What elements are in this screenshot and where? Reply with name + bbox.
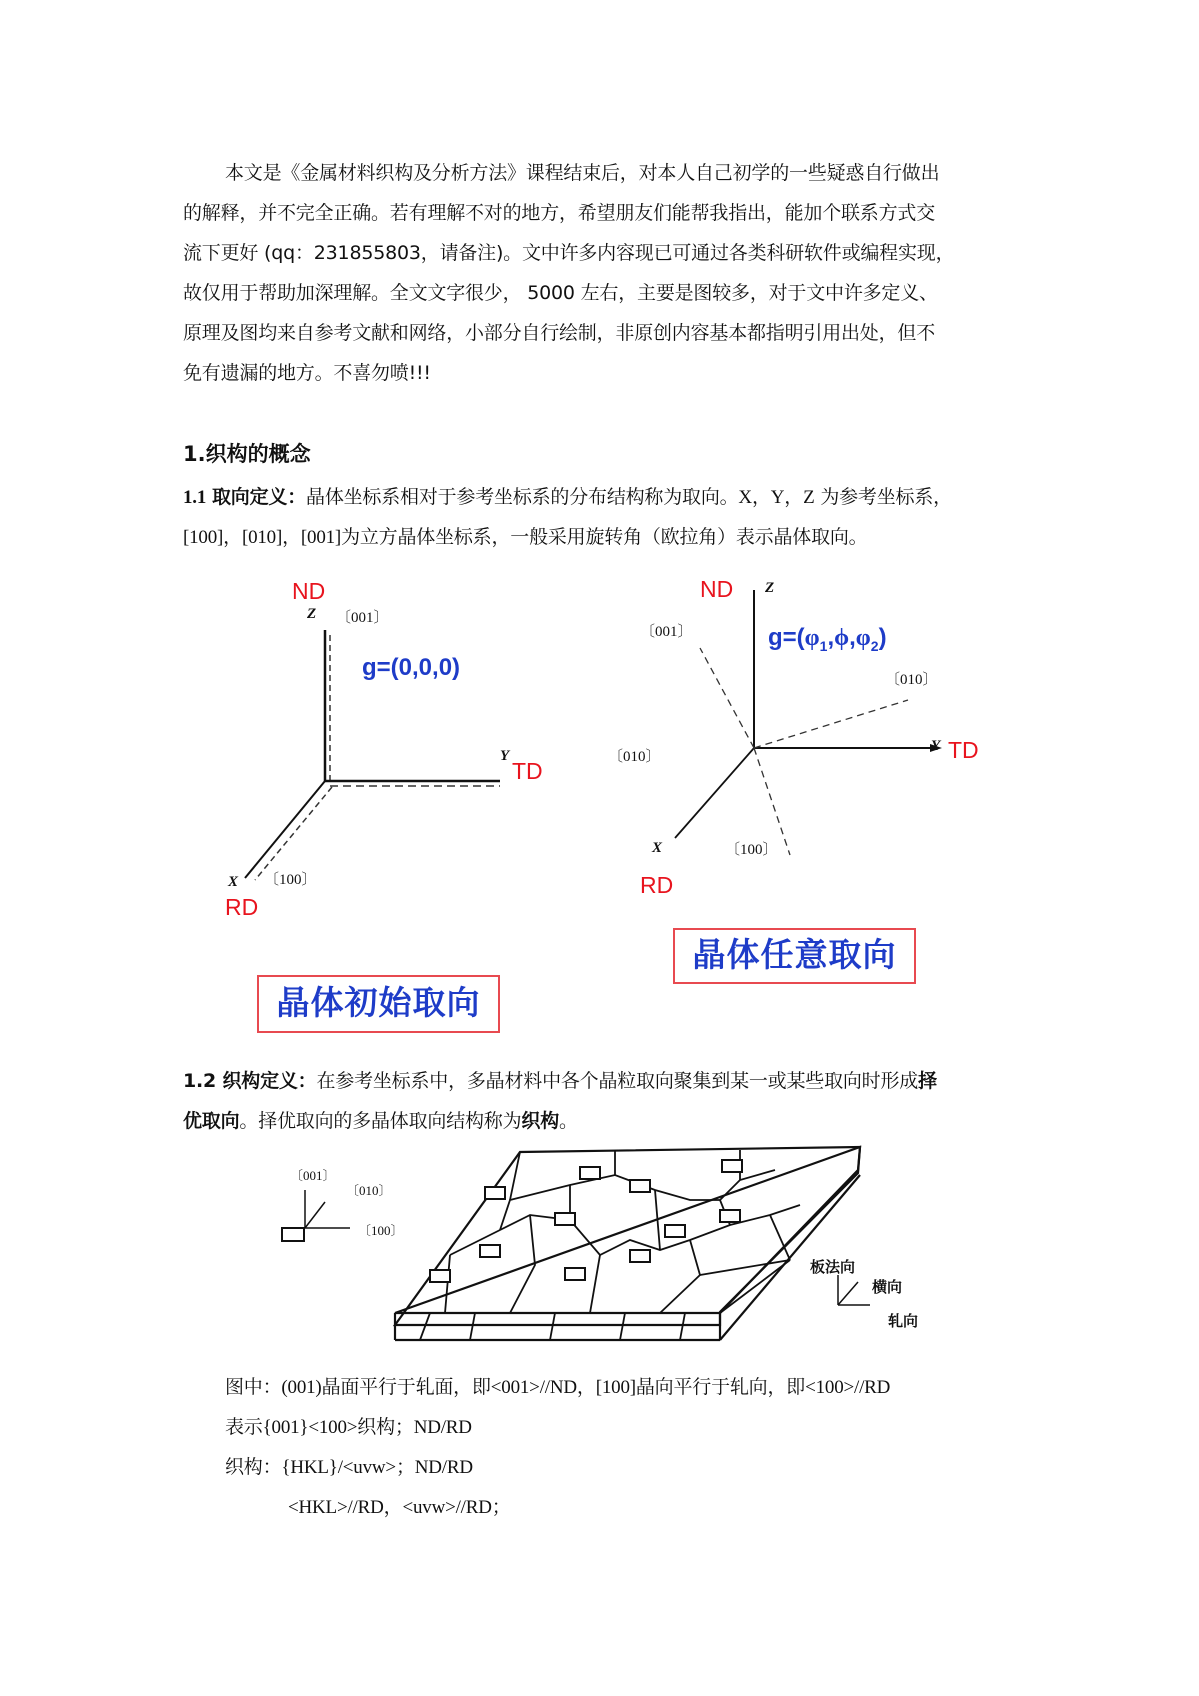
dir-100-label: 〔100〕 (264, 872, 317, 888)
grain-cubes (430, 1160, 742, 1282)
intro-line-3: 流下更好 (qq：231855803，请备注)。文中许多内容现已可通过各类科研软件或编程实现， (183, 242, 955, 264)
x-axis-line (675, 748, 754, 838)
note-line-2 (225, 1412, 472, 1439)
hkl-rd: <HKL>//RD (288, 1497, 384, 1518)
phi2-subscript: 2 (870, 637, 879, 654)
dir-001-label: 〔001〕 (640, 624, 693, 640)
note-text-4: 织构； (357, 1416, 414, 1438)
intro-line-1: 本文是《金属材料织构及分析方法》课程结束后，对本人自己初学的一些疑惑自行做出 (225, 162, 940, 184)
orientation-definition-line-1 (183, 482, 952, 509)
crystal-axes: [100]，[010]，[001] (183, 527, 342, 548)
term-texture: 1.2 织构定义： (183, 1070, 317, 1092)
transverse-label: 横向 (872, 1278, 903, 1296)
texture-definition-text: 在参考坐标系中，多晶材料中各个晶粒取向聚集到某一或某些取向时形成 (316, 1070, 919, 1092)
td-label: TD (512, 758, 543, 784)
euler-angles-label (768, 624, 887, 654)
g-prefix: g=( (768, 624, 805, 651)
texture-hkl-uvw: {HKL}/<uvw> (281, 1457, 396, 1478)
texture-bold: 织构 (521, 1110, 560, 1132)
preferred-orientation-bold-2: 优取向 (183, 1110, 240, 1132)
direction-100: [100] (595, 1377, 636, 1398)
intro-line-5: 原理及图均来自参考文献和网络，小部分自行绘制，非原创内容基本都指明引用出处，但不 (183, 322, 936, 344)
texture-001-100: {001}<100> (262, 1417, 358, 1438)
x-label: X (652, 840, 663, 856)
definition-text-2: 为参考坐标系， (820, 486, 952, 508)
section-number: 1.1 (183, 487, 207, 508)
note-line-3 (225, 1452, 473, 1479)
dir-010-label-a: 〔010〕 (885, 672, 938, 688)
ref-dir-100: 〔100〕 (358, 1223, 404, 1238)
separator-1: , (827, 624, 835, 651)
nd-label: ND (292, 578, 326, 604)
polycrystal-plate-diagram (270, 1145, 930, 1345)
plane-001: (001) (281, 1377, 322, 1398)
nd-rd-2: ND/RD (414, 1457, 473, 1478)
note-comma-2: ， (383, 1496, 403, 1518)
intro-line-6: 免有遗漏的地方。不喜勿喷!!! (183, 362, 431, 384)
intro-line-2: 的解释，并不完全正确。若有理解不对的地方，希望朋友们能帮我指出，能加个联系方式交 (183, 202, 936, 224)
note-line-1 (225, 1372, 890, 1399)
z-label: Z (765, 580, 775, 596)
rd-label: RD (640, 872, 674, 898)
plate-normal-label: 板法向 (810, 1258, 856, 1276)
euler-zero-label: g=(0,0,0) (362, 654, 461, 681)
xyz-text: X，Y，Z (738, 487, 815, 508)
dir-001-label: 〔001〕 (336, 610, 389, 626)
caption-arbitrary-orientation: 晶体任意取向 (673, 928, 916, 984)
x-axis-line (245, 781, 325, 878)
note-comma: ， (576, 1376, 596, 1398)
Phi-symbol: ϕ (834, 625, 850, 651)
dir-010-label-b: 〔010〕 (608, 749, 661, 765)
relation-rd: <100>//RD (805, 1377, 891, 1398)
note-semicolon-2: ； (491, 1496, 511, 1518)
note-text-5: 织构： (225, 1456, 282, 1478)
note-line-4 (288, 1492, 511, 1519)
texture-definition-text-2: 。择优取向的多晶体取向结构称为 (239, 1110, 522, 1132)
x-crystal-dashed (255, 787, 332, 880)
arbitrary-axes-diagram (630, 570, 960, 860)
caption-initial-orientation: 晶体初始取向 (257, 975, 500, 1033)
definition-text: 晶体坐标系相对于参考坐标系的分布结构称为取向。 (306, 486, 739, 508)
phi1-symbol: φ (804, 625, 820, 651)
plate-outline (395, 1147, 860, 1340)
ref-dir-001: 〔001〕 (290, 1168, 336, 1183)
note-semicolon: ； (395, 1456, 415, 1478)
section-heading: 1.织构的概念 (183, 442, 311, 466)
rolling-label: 轧向 (888, 1312, 919, 1330)
z-label: Z (307, 606, 317, 622)
dir-100-label: 〔100〕 (725, 842, 778, 858)
note-text-3: 表示 (225, 1416, 263, 1438)
preferred-orientation-bold-1: 择 (918, 1070, 937, 1092)
orientation-definition-line-2 (183, 522, 867, 549)
note-text-1: 晶面平行于轧面，即 (321, 1376, 491, 1398)
x-label: X (228, 874, 239, 890)
note-text-2: 晶向平行于轧向，即 (635, 1376, 806, 1398)
initial-axes-diagram (220, 600, 540, 900)
texture-definition-end: 。 (559, 1110, 578, 1132)
phi2-symbol: φ (855, 625, 871, 651)
td-label: TD (948, 737, 979, 763)
ref-dir-010: 〔010〕 (346, 1183, 392, 1198)
rd-label: RD (225, 894, 259, 920)
note-prefix: 图中： (225, 1376, 282, 1398)
separator-2: , (849, 624, 856, 651)
g-suffix: ) (878, 624, 887, 651)
dir-001-dashed (700, 648, 754, 748)
texture-definition-line-1 (183, 1066, 937, 1093)
nd-rd-1: ND/RD (413, 1417, 472, 1438)
phi1-subscript: 1 (819, 637, 828, 654)
intro-line-4: 故仅用于帮助加深理解。全文文字很少， 5000 左右，主要是图较多，对于文中许多定义、 (183, 282, 938, 304)
y-label: Y (931, 738, 941, 754)
y-label: Y (500, 748, 510, 764)
uvw-rd: <uvw>//RD (402, 1497, 492, 1518)
term-orientation: 取向定义： (212, 486, 307, 508)
texture-definition-line-2 (183, 1106, 578, 1133)
nd-label: ND (700, 576, 734, 602)
definition-line-2-text: 为立方晶体坐标系，一般采用旋转角（欧拉角）表示晶体取向。 (341, 526, 868, 548)
relation-nd: <001>//ND (490, 1377, 577, 1398)
dir-010-dashed (754, 700, 908, 748)
